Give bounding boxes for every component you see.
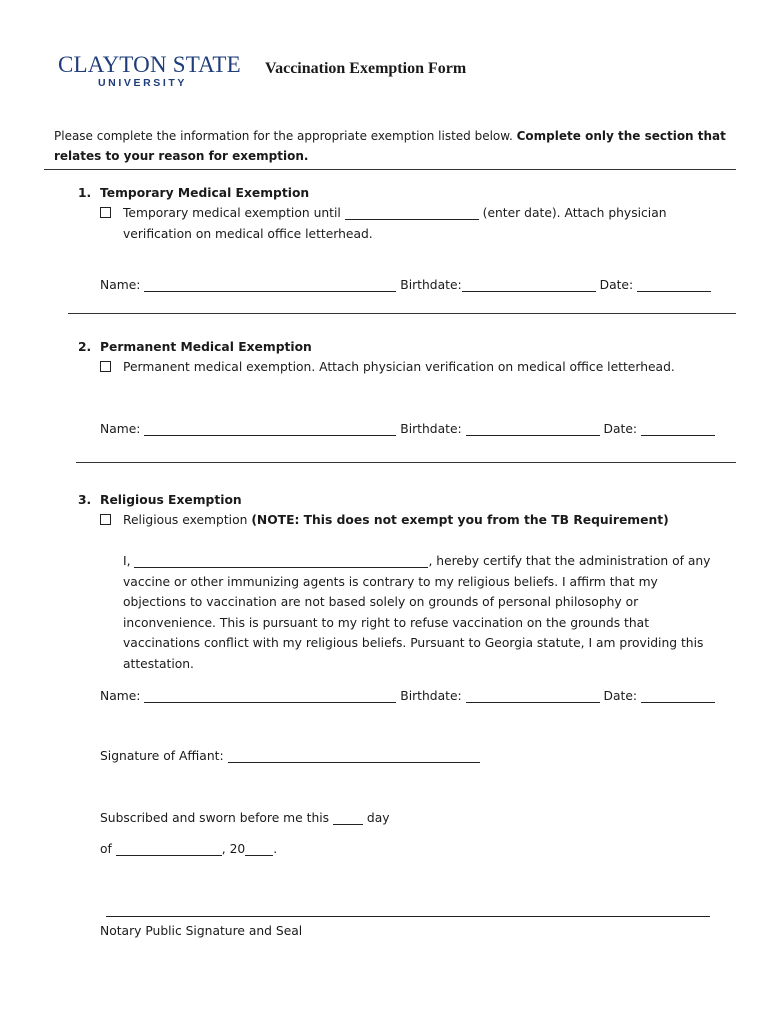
section3-name-label: Name:	[100, 689, 141, 703]
section1-number: 1.	[78, 186, 92, 200]
section1-birthdate-field[interactable]	[462, 278, 596, 292]
sworn-row	[100, 808, 390, 828]
intro-text: Please complete the information for the appropriate exemption listed below.	[54, 129, 517, 143]
divider-top	[44, 169, 736, 170]
section3-heading	[78, 491, 242, 509]
section2-heading	[78, 338, 312, 356]
sworn-month-field[interactable]	[116, 842, 222, 856]
section3-date-label: Date:	[603, 689, 638, 703]
section3-checkbox-text: Religious exemption	[123, 513, 252, 527]
notary-label: Notary Public Signature and Seal	[100, 924, 303, 938]
section1-title: Temporary Medical Exemption	[100, 186, 310, 200]
divider-section1	[68, 313, 736, 314]
section3-title: Religious Exemption	[100, 493, 242, 507]
section1-checkbox-row[interactable]	[100, 203, 667, 223]
attestation-text: , hereby certify that the administration of any vaccine or other immunizing agents is contrary to my religious beliefs. I affirm that my objections to vaccination are not based solely on grounds of personal philosophy or inconvenience. This is pursuant to my right to refuse vaccination on the grounds that vaccinations conflict with my religious beliefs. Pursuant to Georgia statute, I am providing this attestation.	[123, 554, 711, 671]
section3-name-field[interactable]	[144, 689, 396, 703]
section3-checkbox-row[interactable]	[100, 510, 669, 530]
section1-date-label: Date:	[599, 278, 634, 292]
section1-name-label: Name:	[100, 278, 141, 292]
intro-instructions	[54, 126, 744, 166]
sworn-of-row	[100, 839, 277, 859]
page-title: Vaccination Exemption Form	[265, 60, 467, 77]
section3-birthdate-label: Birthdate:	[400, 689, 462, 703]
sworn-year-field[interactable]	[245, 842, 273, 856]
of-post: .	[273, 842, 278, 856]
sworn-day-field[interactable]	[333, 811, 363, 825]
logo-clayton-state: CLAYTON STATE	[58, 52, 241, 77]
section2-name-field[interactable]	[144, 422, 396, 436]
section2-name-label: Name:	[100, 422, 141, 436]
section1-birthdate-label: Birthdate:	[400, 278, 462, 292]
section1-name-field[interactable]	[144, 278, 396, 292]
section2-checkbox-row[interactable]	[100, 357, 675, 377]
sworn-post: day	[363, 811, 390, 825]
section1-checkbox-text-post: (enter date). Attach physician	[478, 206, 667, 220]
notary-signature-line[interactable]	[106, 916, 710, 917]
section2-number: 2.	[78, 340, 92, 354]
section2-date-field[interactable]	[641, 422, 715, 436]
of-pre: of	[100, 842, 116, 856]
religious-attestation	[123, 551, 713, 675]
section1-checkbox-text-pre: Temporary medical exemption until	[123, 206, 345, 220]
divider-section2	[76, 462, 736, 463]
temporary-exemption-checkbox[interactable]	[100, 207, 111, 218]
section3-fields-row	[100, 686, 715, 706]
section3-date-field[interactable]	[641, 689, 715, 703]
section1-heading	[78, 184, 309, 202]
sworn-pre: Subscribed and sworn before me this	[100, 811, 333, 825]
section2-date-label: Date:	[603, 422, 638, 436]
section2-birthdate-label: Birthdate:	[400, 422, 462, 436]
permanent-exemption-checkbox[interactable]	[100, 361, 111, 372]
section1-date-field[interactable]	[637, 278, 711, 292]
logo-university: UNIVERSITY	[98, 77, 188, 89]
intro-emphasis: Complete only the section that relates to your reason for exemption.	[54, 129, 726, 163]
signature-field[interactable]	[228, 749, 480, 763]
section3-number: 3.	[78, 493, 92, 507]
temporary-until-date-field[interactable]	[345, 206, 479, 220]
affiant-name-field[interactable]	[134, 555, 428, 568]
section1-fields-row	[100, 275, 711, 295]
section2-checkbox-text: Permanent medical exemption. Attach physician verification on medical office letterhead.	[123, 360, 675, 374]
signature-row	[100, 746, 480, 766]
attestation-pre: I,	[123, 554, 135, 568]
section2-title: Permanent Medical Exemption	[100, 340, 312, 354]
religious-exemption-checkbox[interactable]	[100, 514, 111, 525]
section1-checkbox-line2: verification on medical office letterhead.	[123, 227, 373, 241]
section2-birthdate-field[interactable]	[466, 422, 600, 436]
signature-label: Signature of Affiant:	[100, 749, 224, 763]
section2-fields-row	[100, 419, 715, 439]
of-mid: , 20	[221, 842, 246, 856]
section3-birthdate-field[interactable]	[466, 689, 600, 703]
section3-checkbox-note: (NOTE: This does not exempt you from the TB Requirement)	[251, 513, 669, 527]
